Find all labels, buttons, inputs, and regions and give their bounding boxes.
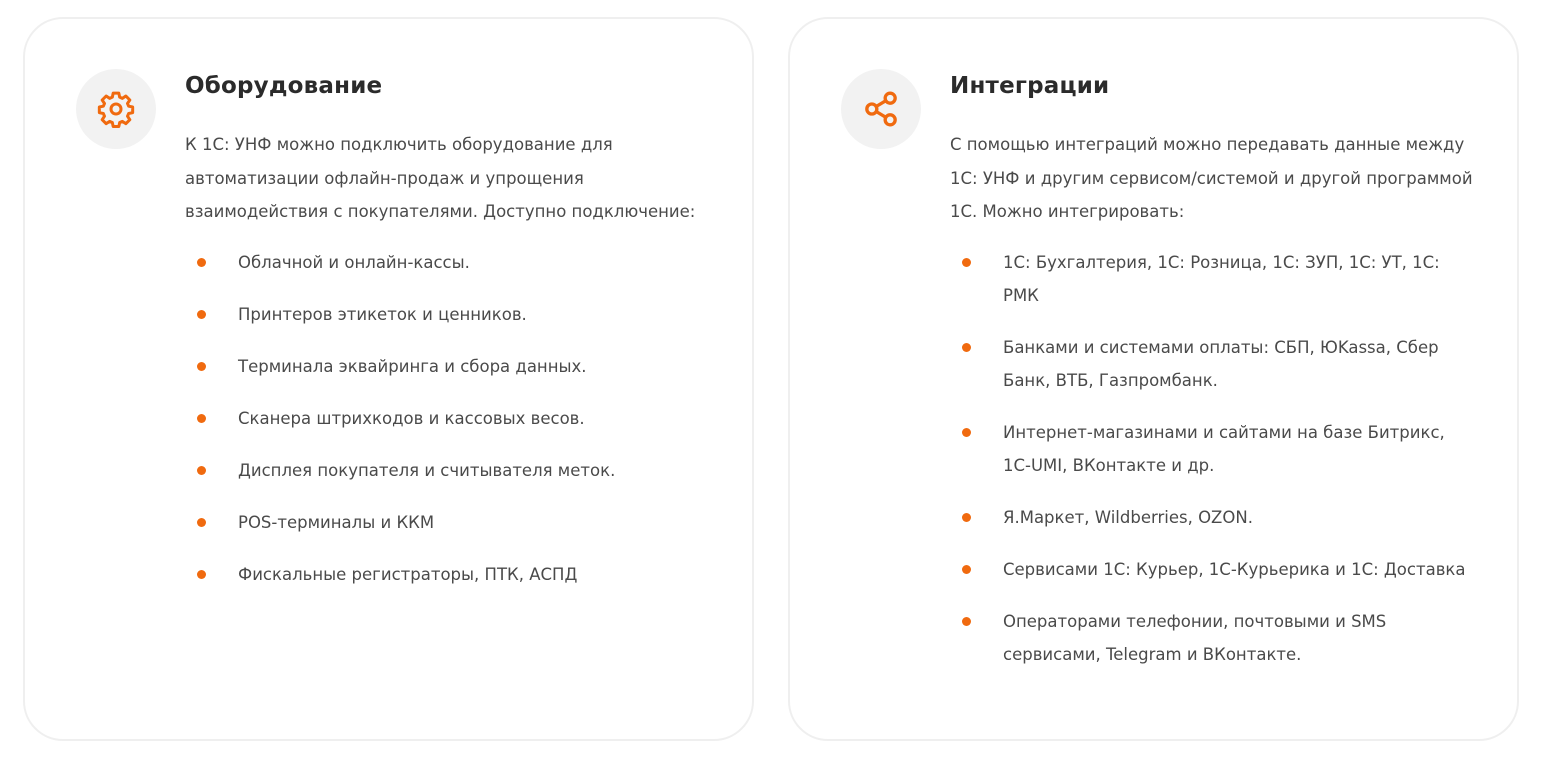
bullet-dot-icon (962, 565, 971, 574)
bullet-dot-icon (962, 513, 971, 522)
integrations-card (788, 17, 1519, 741)
bullet-dot-icon (962, 343, 971, 352)
integrations-list (950, 246, 1477, 671)
list-item-text: Я.Маркет, Wildberries, OZON. (1003, 507, 1253, 527)
list-item (950, 246, 1477, 312)
list-item (950, 605, 1477, 671)
list-item (185, 350, 712, 383)
share-icon (861, 89, 901, 129)
list-item (185, 558, 712, 591)
card-title: Интеграции (950, 73, 1110, 99)
list-item (950, 501, 1477, 534)
integrations-icon-badge (841, 69, 921, 149)
bullet-dot-icon (197, 570, 206, 579)
bullet-dot-icon (197, 310, 206, 319)
card-description: С помощью интеграций можно передавать данные между 1С: УНФ и другим сервисом/системой и другой программой 1С. Можно интегрировать: (950, 135, 1473, 221)
list-item-text: Сервисами 1С: Курьер, 1С-Курьерика и 1С: Доставка (1003, 559, 1466, 579)
gear-icon (96, 89, 136, 129)
bullet-dot-icon (962, 617, 971, 626)
card-title: Оборудование (185, 73, 383, 99)
bullet-dot-icon (197, 414, 206, 423)
list-item-text: Банками и системами оплаты: СБП, ЮKassa, Сбер Банк, ВТБ, Газпромбанк. (1003, 337, 1439, 390)
bullet-dot-icon (197, 466, 206, 475)
list-item-text: 1С: Бухгалтерия, 1С: Розница, 1С: ЗУП, 1С: УТ, 1С: РМК (1003, 252, 1440, 305)
bullet-dot-icon (962, 258, 971, 267)
list-item-text: Операторами телефонии, почтовыми и SMS сервисами, Telegram и ВКонтакте. (1003, 611, 1387, 664)
card-description: К 1С: УНФ можно подключить оборудование для автоматизации офлайн-продаж и упрощения взаимодействия с покупателями. Доступно подключение: (185, 135, 696, 221)
list-item (950, 553, 1477, 586)
list-item-text: Облачной и онлайн-кассы. (238, 252, 470, 272)
list-item-text: Принтеров этикеток и ценников. (238, 304, 527, 324)
integrations-content (950, 71, 1477, 690)
bullet-dot-icon (962, 428, 971, 437)
list-item-text: Фискальные регистраторы, ПТК, АСПД (238, 564, 578, 584)
list-item-text: Интернет-магазинами и сайтами на базе Битрикс, 1С-UMI, ВКонтакте и др. (1003, 422, 1445, 475)
bullet-dot-icon (197, 362, 206, 371)
list-item (185, 298, 712, 331)
list-item (185, 454, 712, 487)
list-item (185, 506, 712, 539)
bullet-dot-icon (197, 258, 206, 267)
list-item (950, 331, 1477, 397)
list-item-text: Терминала эквайринга и сбора данных. (238, 356, 587, 376)
list-item-text: Сканера штрихкодов и кассовых весов. (238, 408, 585, 428)
equipment-card (23, 17, 754, 741)
list-item (185, 402, 712, 435)
list-item-text: POS-терминалы и ККМ (238, 512, 435, 532)
equipment-list (185, 246, 712, 591)
list-item (950, 416, 1477, 482)
list-item-text: Дисплея покупателя и считывателя меток. (238, 460, 616, 480)
list-item (185, 246, 712, 279)
equipment-content (185, 71, 712, 610)
bullet-dot-icon (197, 518, 206, 527)
equipment-icon-badge (76, 69, 156, 149)
